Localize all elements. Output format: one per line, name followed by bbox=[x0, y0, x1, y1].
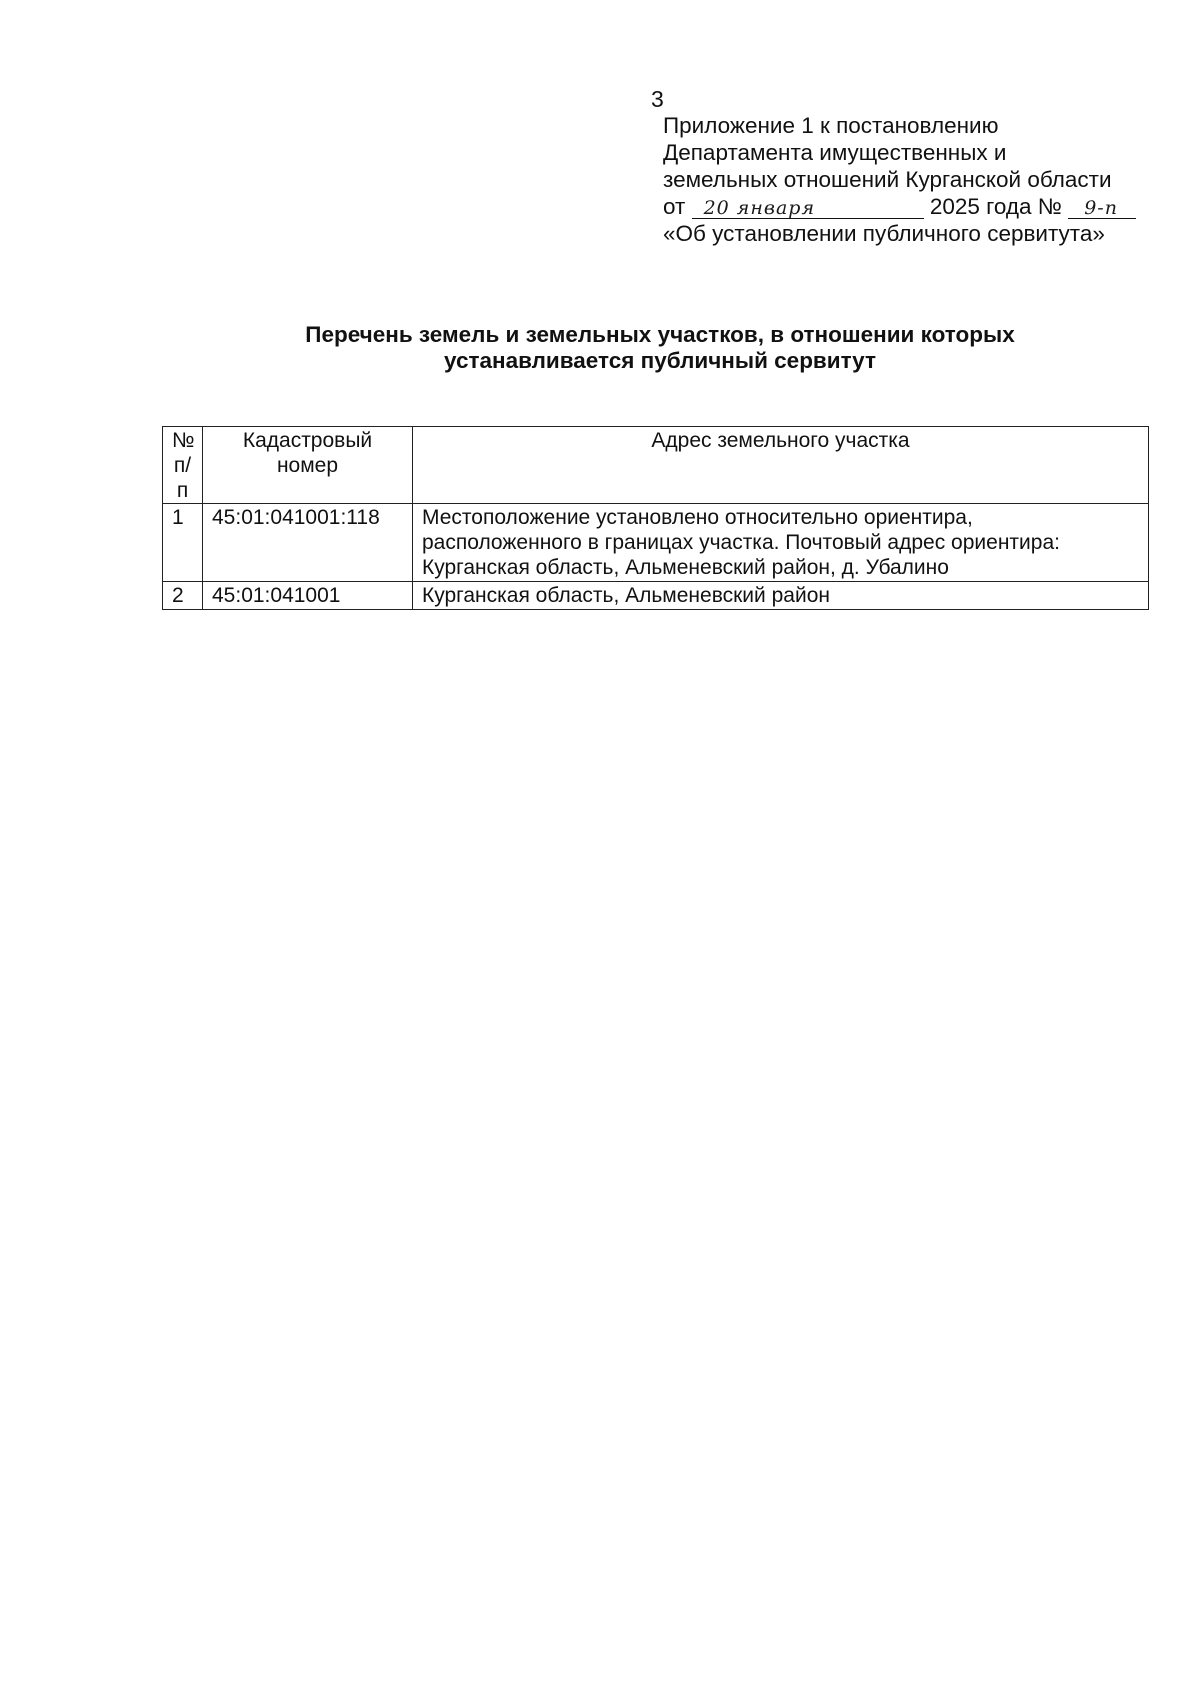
page-number: 3 bbox=[651, 86, 664, 112]
appendix-line-1: Приложение 1 к постановлению bbox=[663, 113, 999, 138]
handwritten-date: 20 января bbox=[692, 198, 924, 219]
row-address-line-2: расположенного в границах участка. Почтовый адрес ориентира: bbox=[422, 531, 1060, 554]
appendix-line-2: Департамента имущественных и bbox=[663, 140, 1007, 165]
parcels-table bbox=[162, 426, 1149, 610]
row-address bbox=[413, 582, 1149, 610]
appendix-line-3: земельных отношений Курганской области bbox=[663, 167, 1112, 192]
year-text: 2025 года № bbox=[929, 194, 1062, 219]
row-address-line-1: Курганская область, Альменевский район bbox=[422, 584, 830, 607]
header-num-line-2: п/п bbox=[173, 454, 192, 502]
document-heading bbox=[0, 322, 1200, 374]
row-num: 2 bbox=[163, 582, 203, 610]
header-cadastral-line-2: номер bbox=[276, 454, 339, 477]
heading-line-1: Перечень земель и земельных участков, в отношении которых bbox=[305, 322, 1015, 347]
row-address-line-1: Местоположение установлено относительно ориентира, bbox=[422, 506, 973, 529]
header-num-line-1: № bbox=[172, 429, 195, 452]
handwritten-number: 9-п bbox=[1068, 198, 1136, 219]
table-row bbox=[163, 582, 1149, 610]
date-prefix: от bbox=[663, 194, 686, 219]
appendix-line-5: «Об установлении публичного сервитута» bbox=[663, 221, 1105, 246]
heading-line-2: устанавливается публичный сервитут bbox=[444, 348, 876, 373]
row-cadastral: 45:01:041001:118 bbox=[203, 504, 413, 582]
row-address bbox=[413, 504, 1149, 582]
header-cadastral-line-1: Кадастровый bbox=[242, 429, 373, 452]
header-cadastral bbox=[203, 427, 413, 504]
table-row bbox=[163, 504, 1149, 582]
row-cadastral: 45:01:041001 bbox=[203, 582, 413, 610]
appendix-date-line bbox=[663, 193, 1136, 220]
header-num bbox=[163, 427, 203, 504]
row-address-line-3: Курганская область, Альменевский район, д. Убалино bbox=[422, 556, 949, 579]
header-address: Адрес земельного участка bbox=[413, 427, 1149, 504]
row-num: 1 bbox=[163, 504, 203, 582]
appendix-block bbox=[663, 112, 1136, 247]
table-header-row bbox=[163, 427, 1149, 504]
